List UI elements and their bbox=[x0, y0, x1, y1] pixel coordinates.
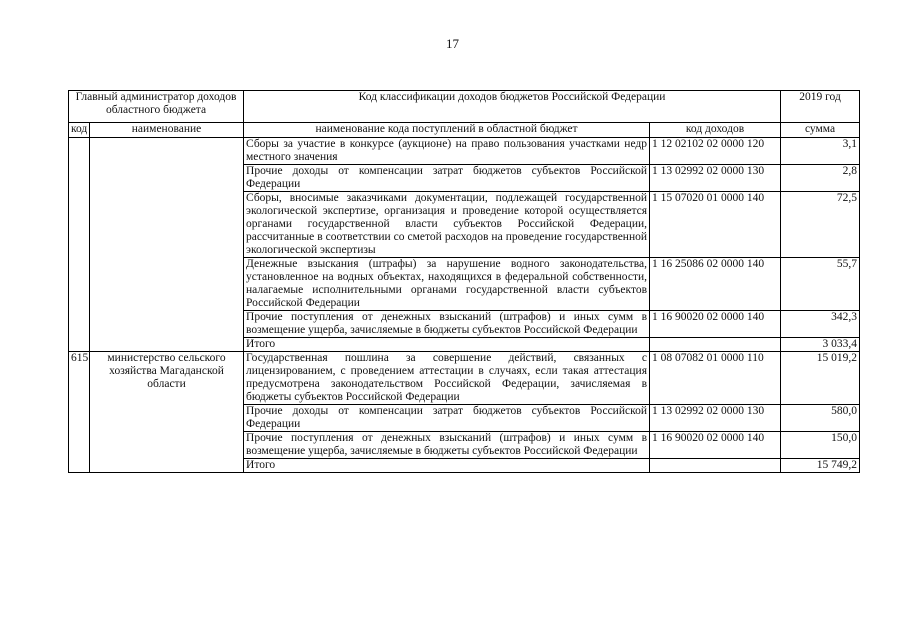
income-amount: 72,5 bbox=[781, 192, 860, 258]
revenue-table bbox=[68, 90, 860, 473]
total-amount: 15 749,2 bbox=[781, 459, 860, 473]
table-row bbox=[69, 138, 860, 165]
income-amount: 55,7 bbox=[781, 258, 860, 311]
income-code: 1 16 25086 02 0000 140 bbox=[650, 258, 781, 311]
header-code: код bbox=[69, 123, 90, 138]
table-row bbox=[69, 352, 860, 405]
income-code: 1 16 90020 02 0000 140 bbox=[650, 432, 781, 459]
income-description: Государственная пошлина за совершение действий, связанных с лицензированием, с проведением аттестации в случаях, если такая аттестация предусмотрена законодательством Российской Федерации, зачисляемая в бюджеты субъектов Российской Федерации bbox=[244, 352, 650, 405]
income-description: Прочие доходы от компенсации затрат бюджетов субъектов Российской Федерации bbox=[244, 165, 650, 192]
income-description: Денежные взыскания (штрафы) за нарушение водного законодательства, установленное на водных объектах, находящихся в федеральной собственности, налагаемые исполнительными органами государственной власти субъектов Российской Федерации bbox=[244, 258, 650, 311]
admin-name bbox=[90, 138, 244, 352]
income-description: Прочие поступления от денежных взысканий (штрафов) и иных сумм в возмещение ущерба, зачисляемые в бюджеты субъектов Российской Федерации bbox=[244, 311, 650, 338]
page-number: 17 bbox=[446, 36, 459, 51]
admin-code bbox=[69, 138, 90, 352]
header-year: 2019 год bbox=[781, 91, 860, 123]
header-income-name: наименование кода поступлений в областной бюджет bbox=[244, 123, 650, 138]
header-amount: сумма bbox=[781, 123, 860, 138]
income-amount: 150,0 bbox=[781, 432, 860, 459]
header-classification: Код классификации доходов бюджетов Российской Федерации bbox=[244, 91, 781, 123]
total-amount: 3 033,4 bbox=[781, 338, 860, 352]
income-description: Прочие доходы от компенсации затрат бюджетов субъектов Российской Федерации bbox=[244, 405, 650, 432]
income-code: 1 12 02102 02 0000 120 bbox=[650, 138, 781, 165]
admin-name: министерство сельского хозяйства Магаданской области bbox=[90, 352, 244, 473]
total-label: Итого bbox=[244, 459, 650, 473]
header-income-code: код доходов bbox=[650, 123, 781, 138]
income-amount: 342,3 bbox=[781, 311, 860, 338]
income-description: Сборы, вносимые заказчиками документации, подлежащей государственной экологической экспертизе, организация и проведение которой осуществляется органами государственной власти субъектов Российской Федерации, рассчитанные в соответствии со сметой расходов на проведение государственной экологической экспертизы bbox=[244, 192, 650, 258]
income-amount: 3,1 bbox=[781, 138, 860, 165]
total-label: Итого bbox=[244, 338, 650, 352]
income-code: 1 15 07020 01 0000 140 bbox=[650, 192, 781, 258]
income-description: Прочие поступления от денежных взысканий (штрафов) и иных сумм в возмещение ущерба, зачисляемые в бюджеты субъектов Российской Федерации bbox=[244, 432, 650, 459]
income-amount: 15 019,2 bbox=[781, 352, 860, 405]
total-code-empty bbox=[650, 338, 781, 352]
header-name: наименование bbox=[90, 123, 244, 138]
income-code: 1 16 90020 02 0000 140 bbox=[650, 311, 781, 338]
income-code: 1 08 07082 01 0000 110 bbox=[650, 352, 781, 405]
income-code: 1 13 02992 02 0000 130 bbox=[650, 405, 781, 432]
income-description: Сборы за участие в конкурсе (аукционе) на право пользования участками недр местного значения bbox=[244, 138, 650, 165]
income-code: 1 13 02992 02 0000 130 bbox=[650, 165, 781, 192]
income-amount: 580,0 bbox=[781, 405, 860, 432]
header-admin: Главный администратор доходов областного бюджета bbox=[69, 91, 244, 123]
admin-code: 615 bbox=[69, 352, 90, 473]
income-amount: 2,8 bbox=[781, 165, 860, 192]
total-code-empty bbox=[650, 459, 781, 473]
